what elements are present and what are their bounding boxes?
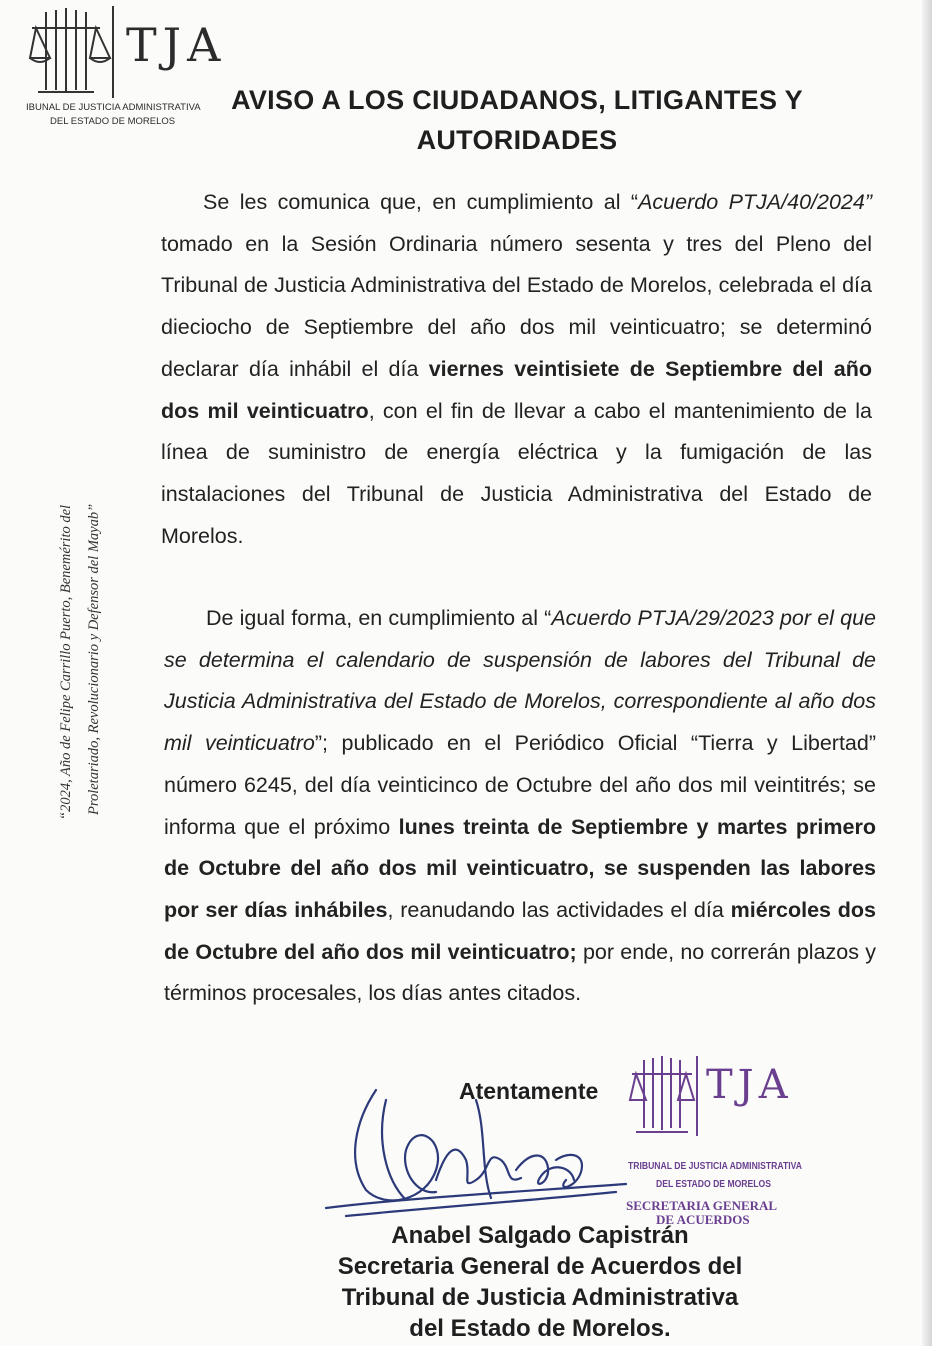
tja-logo (26, 6, 227, 130)
signer-role-line1: Secretaria General de Acuerdos del (337, 1253, 743, 1280)
side-legend-line1: “2024, Año de Felipe Carrillo Puerto, Benemérito del (58, 504, 74, 820)
notice-title (200, 80, 834, 160)
p2-agreement-ref: Acuerdo PTJA/29/2023 por el que se determina el calendario de suspensión de labores del Tribunal de Justicia Administrativa del Estado de Morelos, correspondiente al año dos mil veinticuatro (164, 606, 876, 756)
official-stamp (626, 1052, 816, 1232)
scales-of-justice-icon (26, 6, 112, 98)
p2-bold-resume-date: miércoles dos de Octubre del año dos mil veinticuatro; (164, 897, 877, 964)
signer-name: Anabel Salgado Capistrán (391, 1222, 689, 1249)
logo-caption-line1: IBUNAL DE JUSTICIA ADMINISTRATIVA (26, 102, 201, 113)
notice-title-line2: AUTORIDADES (416, 125, 618, 155)
p1-agreement-ref: Acuerdo PTJA/40/2024” (638, 190, 872, 214)
p1-bold-date: viernes veintisiete de Septiembre del año dos mil veinticuatro (161, 356, 872, 423)
p2-text-3: , reanudando las actividades el día (387, 897, 731, 922)
signer-role-line2: Tribunal de Justicia Administrativa (341, 1284, 739, 1311)
stamp-scales-icon (626, 1052, 696, 1138)
stamp-line4: DE ACUERDOS (656, 1212, 750, 1227)
signer-role-line3: del Estado de Morelos. (409, 1315, 671, 1342)
stamp-wordmark: TJA (706, 1062, 793, 1108)
logo-divider (112, 6, 114, 98)
paragraph-2 (164, 598, 876, 1015)
stamp-divider (696, 1056, 698, 1136)
paragraph-1 (161, 182, 872, 557)
handwritten-signature (316, 1080, 636, 1230)
closing-salutation: Atentamente (459, 1078, 599, 1104)
p2-bold-suspension: lunes treinta de Septiembre y martes primero de Octubre del año dos mil veinticuatro, se suspenden las labores por ser días inhábiles (164, 814, 876, 922)
logo-wordmark: TJA (126, 18, 227, 72)
p1-text-3: , con el fin de llevar a cabo el mantenimiento de la línea de suministro de energía eléctrica y la fumigación de las instalaciones del Tribunal de Justicia Administrativa del Estado de Morelos. (161, 398, 872, 548)
page-edge-shadow (922, 0, 932, 1346)
stamp-line1: TRIBUNAL DE JUSTICIA ADMINISTRATIVA (628, 1160, 802, 1172)
stamp-line2: DEL ESTADO DE MORELOS (656, 1178, 771, 1190)
p1-text-1: Se les comunica que, en cumplimiento al “ (203, 190, 639, 214)
p1-text-2: tomado en la Sesión Ordinaria número sesenta y tres del Pleno del Tribunal de Justicia Administrativa del Estado de Morelos, celebrada el día dieciocho de Septiembre del año dos mil veinticuatro; se determinó declarar día inhábil el día (161, 231, 872, 381)
p2-text-1: De igual forma, en cumplimiento al “ (206, 606, 552, 630)
p2-text-2: ”; publicado en el Periódico Oficial “Tierra y Libertad” número 6245, del día veinticinco de Octubre del año dos mil veintitrés; se informa que el próximo (164, 731, 876, 839)
p2-text-4: por ende, no correrán plazos y términos procesales, los días antes citados. (164, 939, 876, 1006)
logo-caption-line2: DEL ESTADO DE MORELOS (50, 116, 176, 127)
side-legend-line2: Proletariado, Revolucionario y Defensor del Mayab” (86, 503, 102, 815)
notice-title-line1: AVISO A LOS CIUDADANOS, LITIGANTES Y (231, 85, 803, 115)
stamp-line3: SECRETARIA GENERAL (626, 1198, 778, 1213)
